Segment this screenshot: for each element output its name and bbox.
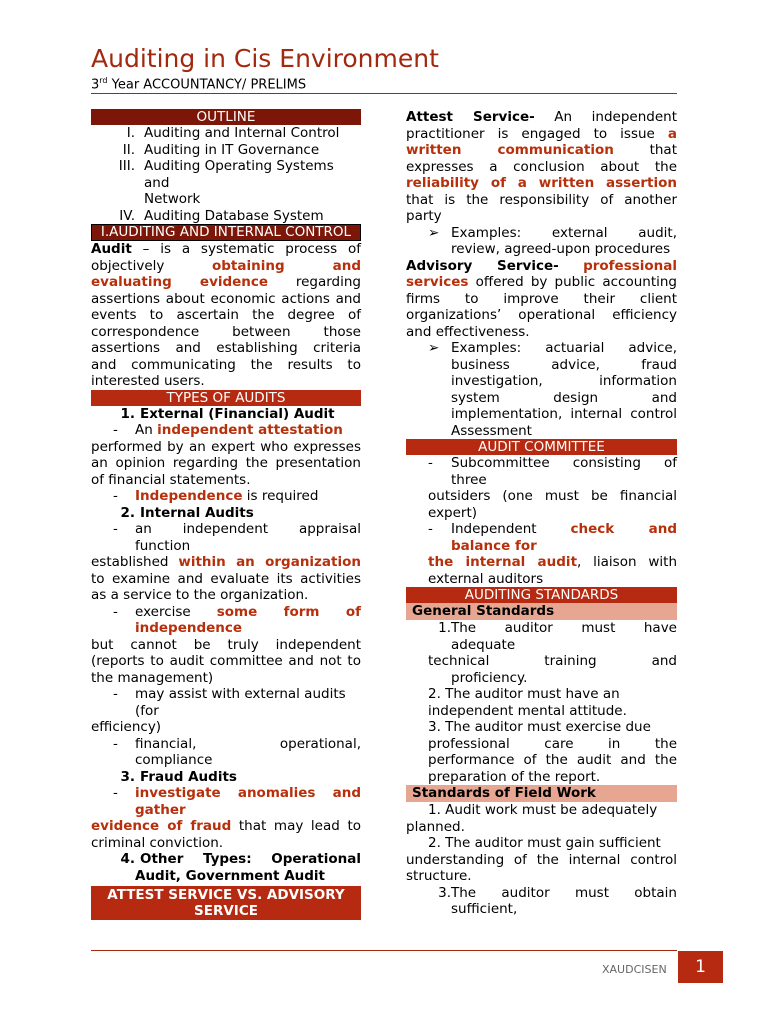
arrow-bullet-icon: ➢	[428, 224, 440, 241]
footer-label: XAUDCISEN	[602, 963, 667, 976]
types-heading: TYPES OF AUDITS	[91, 390, 361, 406]
general-standards: 1. The auditor must have adequate technical training and proficiency. 2. The auditor must have an independent mental attitude. 3. The auditor must exercise due professional care in the performance of the audit and the preparation of the report.	[428, 620, 677, 785]
general-standards-heading: General Standards	[406, 603, 677, 620]
page-number: 1	[678, 951, 723, 983]
audit-committee-heading: AUDIT COMMITTEE	[406, 439, 677, 455]
right-column	[406, 109, 677, 918]
outline-heading: OUTLINE	[91, 109, 361, 125]
page-subtitle: 3rd Year ACCOUNTANCY/ PRELIMS	[91, 76, 307, 93]
outline-item: I. Auditing and Internal Control	[126, 125, 340, 141]
advisory-service: Advisory Service- professional services offered by public accounting firms to improve their client organizations’ operational efficiency and effectiveness. ➢ Examples: actuarial advice, business advice, fraud investigation, information system design and implementation, internal control Assessment	[406, 257, 678, 439]
section1-heading: I.AUDITING AND INTERNAL CONTROL	[91, 224, 361, 241]
arrow-bullet-icon: ➢	[428, 340, 440, 356]
outline-item: Network	[144, 191, 201, 207]
outline-item: II. Auditing in IT Governance	[122, 141, 320, 158]
outline-item: IV. Auditing Database System	[119, 207, 324, 224]
audit-committee: - Subcommittee consisting of three outsiders (one must be financial expert) - Independent check and balance for the internal audit, liaison with external auditors	[428, 455, 677, 587]
attest-service: Attest Service- An independent practitioner is engaged to issue a written communication that expresses a conclusion about the reliability of a written assertion that is the responsibility of another party ➢ Examples: external audit, review, agreed-upon procedures	[406, 109, 677, 257]
header-divider	[91, 93, 677, 94]
page-title: Auditing in Cis Environment	[91, 44, 439, 73]
field-work-standards-heading: Standards of Field Work	[406, 785, 677, 802]
field-work-standards: 1. Audit work must be adequately planned. 2. The auditor must gain sufficient understanding of the internal control structure. 3. The auditor must obtain sufficient,	[406, 802, 677, 917]
outline-item: III. Auditing Operating Systems and	[118, 158, 334, 191]
attest-vs-advisory-heading: ATTEST SERVICE VS. ADVISORY SERVICE	[91, 886, 361, 920]
auditing-standards-heading: AUDITING STANDARDS	[406, 587, 677, 603]
outline-list	[91, 125, 361, 224]
left-column	[91, 109, 361, 920]
types-of-audits: 1. External (Financial) Audit - An independent attestation performed by an expert who expresses an opinion regarding the presentation of financial statements. - Independence is required 2. Internal Audits - an independent appraisal function established within an organization to examine and evaluate its activities as a service to the organization. - exercise some form of independence but cannot be truly independent (reports to audit committee and not to the management) - may assist with external audits (for efficiency) - financial, operational, compliance 3. Fraud Audits - investigate anomalies and gather evidence of fraud that may lead to criminal conviction. 4. Other Types: Operational Audit, Government Audit	[91, 405, 361, 884]
audit-definition: Audit – is a systematic process of objectively obtaining and evaluating evidence regarding assertions about economic actions and events to ascertain the degree of correspondence between those assertions and establishing criteria and communicating the results to interested users.	[91, 241, 361, 389]
footer-divider	[91, 950, 677, 951]
